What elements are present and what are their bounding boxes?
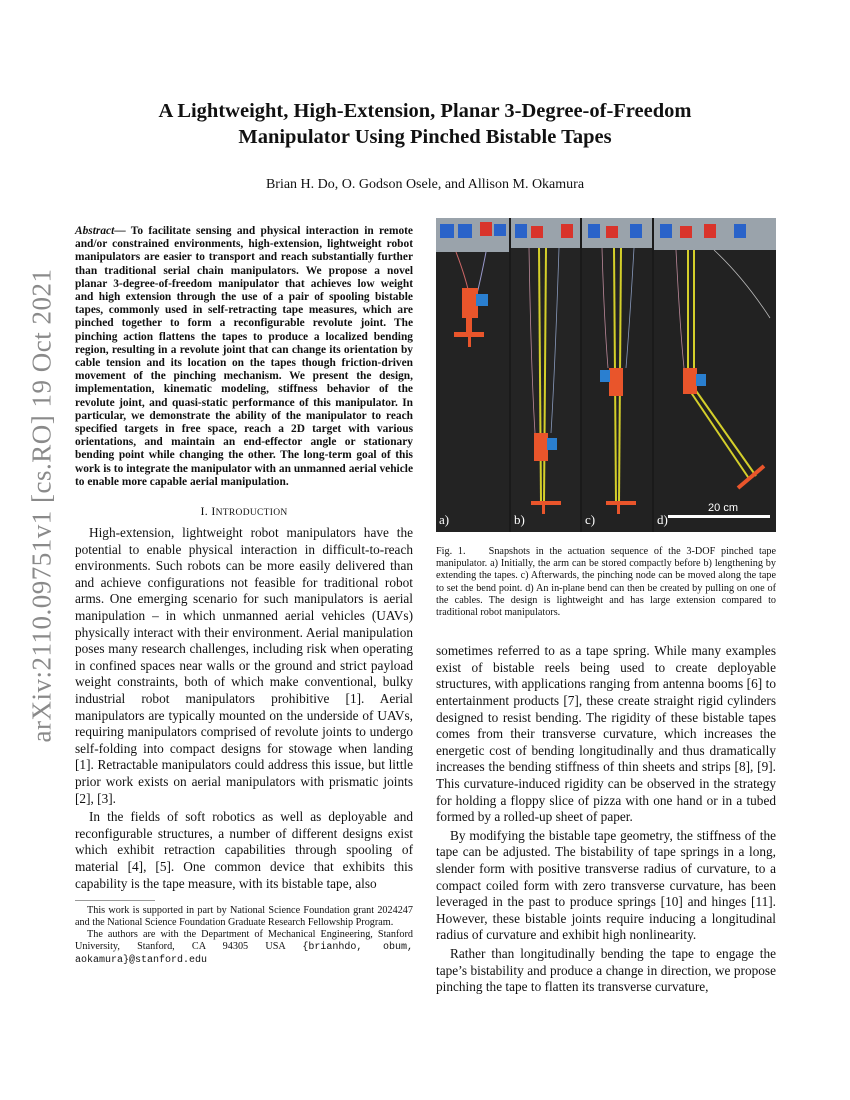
panel-a-photo: [436, 218, 509, 532]
panel-c-photo: [582, 218, 652, 532]
section-heading-introduction: I. INTRODUCTION: [200, 504, 288, 519]
abstract-label: Abstract: [75, 225, 115, 237]
figure-panel-d: [654, 218, 776, 532]
footnote-rule: [75, 900, 155, 901]
right-paragraph-3: Rather than longitudinally bending the tape to engage the tape’s bistability and produce a change in direction, we propose pinching the tape to flatten its transverse curvature,: [436, 945, 776, 995]
right-column: [436, 218, 776, 998]
paper-title: A Lightweight, High-Extension, Planar 3-Degree-of-Freedom Manipulator Using Pinched Bistable Tapes: [158, 100, 692, 148]
intro-paragraph-2: In the fields of soft robotics as well as deployable and reconfigurable structures, a number of different designs exist which exhibit retraction capabilities through spooling of material [4], [5]. One common device that exhibits this capability is the tape measure, with its bistable tape, also: [75, 809, 413, 891]
caption-text: Snapshots in the actuation sequence of the 3-DOF pinched tape manipulator. a) Initially, the arm can be stored compactly before b) lengthening by extending the tapes. c) Afterwards, the pinching node can be moved along the tape to set the bend point. d) An in-plane bend can then be created by pulling on one of the cables. The design is lightweight and has large extension compared to traditional robot manipulators.: [436, 546, 776, 619]
right-paragraph-1: sometimes referred to as a tape spring. While many examples exist of bistable reels being used to create deployable structures, with applications ranging from antenna booms [6] to entertainment products [7], these create straight rigid cylinders designed to resist bending. The rigidity of these bistable tapes comes from their transverse curvature, which increases the energetic cost of bending longitudinally and thus dramatically increases the bending stiffness of thin sheets and strips [8], [9]. This curvature-induced rigidity can be observed in the strategy for holding a floppy slice of pizza with one hand or in a tubed formed by a rolled-up sheet of paper.: [436, 643, 776, 825]
panel-label-d: d): [657, 512, 668, 527]
panel-b-photo: [511, 218, 580, 532]
scale-bar-label: 20 cm: [708, 502, 738, 514]
figure-panel-b: [511, 218, 580, 532]
footnote-affiliation: The authors are with the Department of Mechanical Engineering, Stanford University, Stanford, CA 94305 USA {brianhdo, obum, aokamura}@stanford.edu: [75, 929, 413, 967]
paper-authors: Brian H. Do, O. Godson Osele, and Allison M. Okamura: [265, 177, 585, 192]
scale-bar: [668, 515, 770, 518]
author-emails: {brianhdo, obum, aokamura}@stanford.edu: [75, 942, 413, 967]
abstract: [75, 225, 413, 489]
figure-panel-c: [582, 218, 652, 532]
panel-label-c: c): [585, 512, 596, 527]
intro-paragraph-1: High-extension, lightweight robot manipulators have the potential to enable physical interaction in difficult-to-reach environments. Such robots can be more easily delivered than and achieve configurations not feasible for traditional robot arms. One emerging scenario for such manipulators is aerial manipulation – in which unmanned aerial vehicles (UAVs) physically interact with their environment. Aerial manipulation poses many research challenges, including risk when operating in confined spaces near walls or the ground and strict payload weight constraints, both of which make conventional, bulky industrial robot manipulators prohibitive [1]. Aerial manipulators are typically mounted on the underside of UAVs, requiring manipulators comprised of revolute joints to undergo self-folding into compact designs for stowage when landing [1]. Retractable manipulators could address this issue, but little prior work exists on aerial manipulators with prismatic joints [2], [3].: [75, 525, 413, 806]
figure-panel-a: [436, 218, 509, 532]
figure-1-caption: [436, 546, 776, 619]
left-column: [75, 225, 413, 967]
abstract-text: — To facilitate sensing and physical interaction in remote and/or constrained environments, high-extension, lightweight robot manipulators are easier to transport and reach substantially further than traditional serial chain manipulators. We propose a novel planar 3-degree-of-freedom manipulator that achieves low weight and high extension through the use of a pair of spooling bistable tapes, commonly used in self-retracting tape measures, which are pinched together to form a reconfigurable revolute joint. The pinching action flattens the tapes to produce a localized bending region, resulting in a revolute joint that can change its orientation by cable tension and its location on the tapes though friction-driven movement of the pinching mechanism. We present the design, implementation, kinematic modeling, stiffness behavior of the revolute joint, and quasi-static performance of this manipulator. In particular, we demonstrate the ability of the manipulator to reach specified targets in free space, reach a 2D target with various orientations, and maintain an end-effector angle or stationary bending point while changing the other. The long-term goal of this work is to integrate the manipulator with an unmanned aerial vehicle to enable more capable aerial manipulation.: [75, 225, 413, 488]
footnote-funding: This work is supported in part by National Science Foundation grant 2024247 and the National Science Foundation Graduate Research Fellowship Program.: [75, 905, 413, 929]
right-paragraph-2: By modifying the bistable tape geometry, the stiffness of the tape can be adjusted. The bistability of tape springs in a long, slender form with positive transverse radius of curvature, to a compact coiled form with zero transverse curvature, has been leveraged in the past to produce springs [10] and hinges [11]. However, these bistable joints require inducing a longitudinal radius of curvature and exhibit high nonlinearity.: [436, 827, 776, 943]
figure-1-photo-sequence: [436, 218, 776, 532]
panel-label-a: a): [439, 512, 450, 527]
panel-d-photo: [654, 218, 776, 532]
arxiv-identifier: [22, 268, 62, 742]
caption-label: Fig. 1.: [436, 546, 466, 557]
arxiv-identifier-text: arXiv:2110.09751v1 [cs.RO] 19 Oct 2021: [26, 268, 57, 742]
panel-label-b: b): [514, 512, 525, 527]
